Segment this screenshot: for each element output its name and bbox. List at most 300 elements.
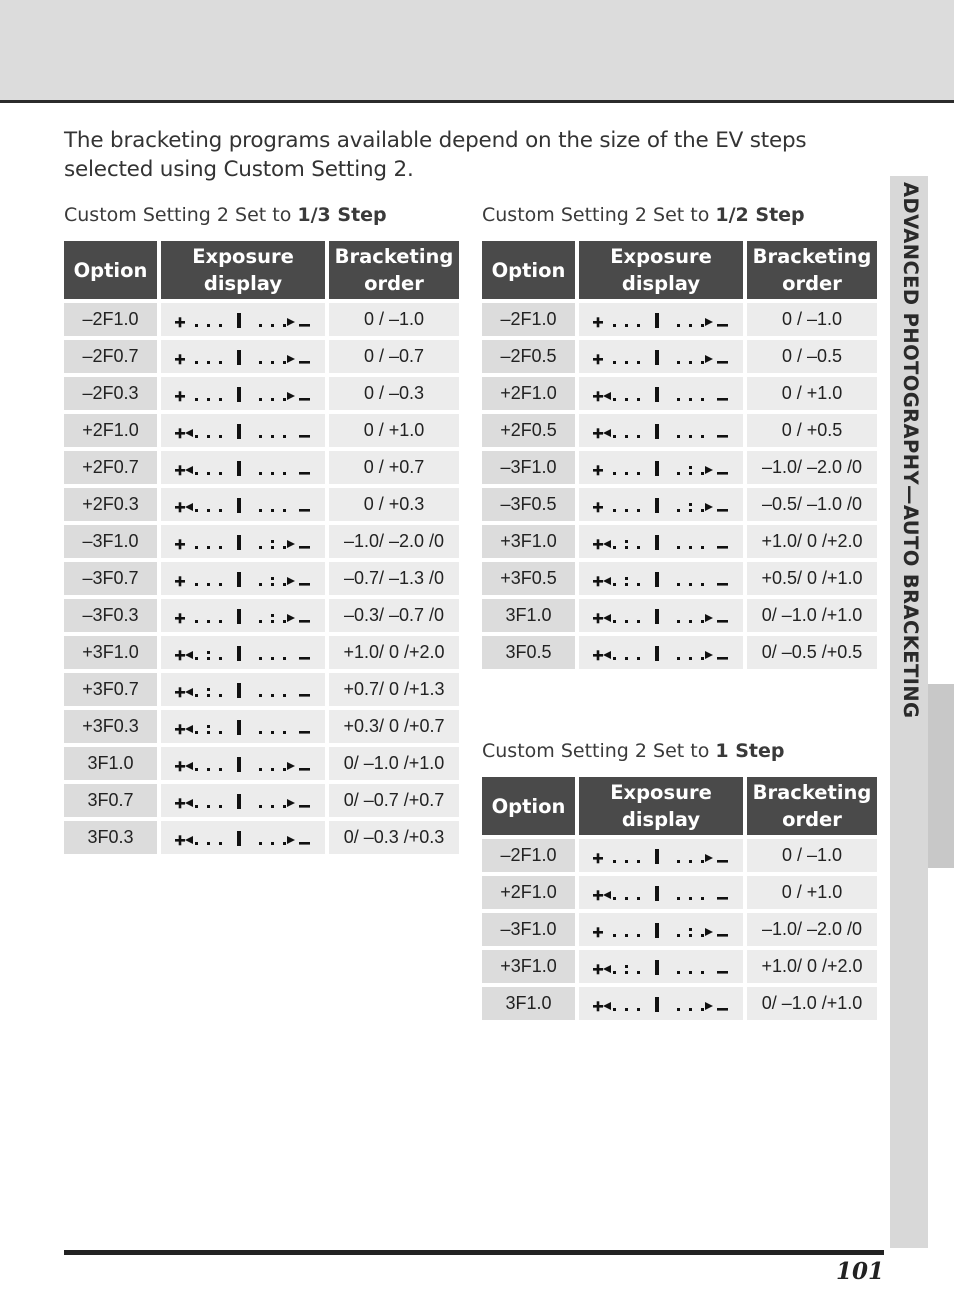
bracketing-table-third-step bbox=[60, 237, 463, 858]
exposure-display-cell bbox=[161, 784, 325, 817]
bracket-mark bbox=[625, 540, 628, 543]
minus-sign-icon bbox=[299, 842, 310, 845]
exposure-indicator bbox=[173, 826, 313, 850]
plus-sign-icon bbox=[597, 391, 600, 401]
scale-dot bbox=[701, 1008, 704, 1011]
scale-dot bbox=[219, 768, 222, 771]
header-order-l2: order bbox=[782, 808, 842, 831]
table-row bbox=[64, 340, 459, 373]
bracketing-order-cell: 0 / –1.0 bbox=[747, 839, 877, 872]
scale-dot bbox=[677, 435, 680, 438]
bracket-arrow-icon bbox=[185, 836, 193, 844]
scale-dot bbox=[259, 324, 262, 327]
plus-sign-icon bbox=[179, 687, 182, 697]
exposure-indicator bbox=[173, 641, 313, 665]
scale-dot bbox=[677, 546, 680, 549]
scale-dot bbox=[613, 971, 616, 974]
option-cell: 3F1.0 bbox=[482, 987, 575, 1020]
option-cell: 3F0.3 bbox=[64, 821, 157, 854]
header-exposure-display bbox=[161, 241, 325, 299]
scale-dot bbox=[283, 842, 286, 845]
bracket-arrow-icon bbox=[705, 854, 713, 862]
option-cell: –3F0.5 bbox=[482, 488, 575, 521]
exposure-indicator bbox=[173, 678, 313, 702]
exposure-indicator bbox=[591, 419, 731, 443]
exposure-display-cell bbox=[579, 303, 743, 336]
plus-sign-icon bbox=[597, 465, 600, 475]
scale-dot bbox=[637, 509, 640, 512]
scale-dot bbox=[613, 860, 616, 863]
scale-dot bbox=[195, 620, 198, 623]
table-row bbox=[482, 987, 877, 1020]
center-mark bbox=[237, 572, 241, 587]
exposure-indicator bbox=[173, 752, 313, 776]
plus-sign-icon bbox=[179, 724, 182, 734]
scale-dot bbox=[637, 657, 640, 660]
option-cell: +3F1.0 bbox=[482, 525, 575, 558]
bracket-mark bbox=[271, 540, 274, 543]
minus-sign-icon bbox=[717, 1008, 728, 1011]
section-title-vertical: ADVANCED PHOTOGRAPHY—AUTO BRACKETING bbox=[899, 182, 922, 719]
scale-dot bbox=[283, 361, 286, 364]
scale-dot bbox=[701, 361, 704, 364]
scale-dot bbox=[283, 472, 286, 475]
scale-dot bbox=[259, 361, 262, 364]
scale-dot bbox=[701, 620, 704, 623]
caption-third-step: Custom Setting 2 Set to 1/3 Step bbox=[64, 204, 387, 226]
scale-dot bbox=[259, 472, 262, 475]
table-row bbox=[482, 525, 877, 558]
center-mark bbox=[237, 350, 241, 365]
scale-dot bbox=[259, 398, 262, 401]
scale-dot bbox=[637, 620, 640, 623]
minus-sign-icon bbox=[717, 509, 728, 512]
scale-dot bbox=[701, 546, 704, 549]
scale-dot bbox=[195, 361, 198, 364]
scale-dot bbox=[689, 546, 692, 549]
table-row bbox=[482, 876, 877, 909]
bracketing-order-cell: 0/ –1.0 /+1.0 bbox=[747, 987, 877, 1020]
table-row bbox=[64, 377, 459, 410]
scale-dot bbox=[195, 324, 198, 327]
scale-dot bbox=[207, 361, 210, 364]
scale-dot bbox=[219, 694, 222, 697]
center-mark bbox=[655, 609, 659, 624]
scale-dot bbox=[219, 398, 222, 401]
scale-dot bbox=[613, 620, 616, 623]
bracketing-order-cell: 0 / –0.3 bbox=[329, 377, 459, 410]
scale-dot bbox=[207, 546, 210, 549]
header-order-l1: Bracketing bbox=[752, 781, 872, 804]
scale-dot bbox=[283, 546, 286, 549]
option-cell: 3F1.0 bbox=[64, 747, 157, 780]
scale-dot bbox=[283, 509, 286, 512]
minus-sign-icon bbox=[299, 509, 310, 512]
plus-sign-icon bbox=[179, 354, 182, 364]
scale-dot bbox=[207, 768, 210, 771]
bracket-mark bbox=[207, 657, 210, 660]
minus-sign-icon bbox=[717, 398, 728, 401]
scale-dot bbox=[195, 435, 198, 438]
center-mark bbox=[237, 646, 241, 661]
scale-dot bbox=[259, 731, 262, 734]
bracket-arrow-icon bbox=[287, 540, 295, 548]
exposure-indicator bbox=[173, 604, 313, 628]
option-cell: +3F0.3 bbox=[64, 710, 157, 743]
scale-dot bbox=[689, 1008, 692, 1011]
bracket-mark bbox=[625, 583, 628, 586]
header-row bbox=[64, 241, 459, 299]
exposure-indicator bbox=[591, 456, 731, 480]
bracket-arrow-icon bbox=[185, 725, 193, 733]
center-mark bbox=[655, 498, 659, 513]
minus-sign-icon bbox=[299, 694, 310, 697]
center-mark bbox=[655, 886, 659, 901]
bracket-arrow-icon bbox=[185, 799, 193, 807]
bracket-arrow-icon bbox=[287, 836, 295, 844]
scale-dot bbox=[283, 583, 286, 586]
option-cell: 3F0.5 bbox=[482, 636, 575, 669]
bracket-mark bbox=[207, 688, 210, 691]
scale-dot bbox=[689, 398, 692, 401]
minus-sign-icon bbox=[299, 324, 310, 327]
exposure-display-cell bbox=[161, 340, 325, 373]
bracket-mark bbox=[625, 971, 628, 974]
scale-dot bbox=[271, 435, 274, 438]
exposure-indicator bbox=[173, 345, 313, 369]
exposure-indicator bbox=[173, 308, 313, 332]
bracketing-order-cell: 0 / –0.7 bbox=[329, 340, 459, 373]
table-row bbox=[64, 747, 459, 780]
scale-dot bbox=[613, 934, 616, 937]
scale-dot bbox=[677, 1008, 680, 1011]
scale-dot bbox=[259, 657, 262, 660]
scale-dot bbox=[613, 472, 616, 475]
table-row bbox=[64, 599, 459, 632]
bracket-arrow-icon bbox=[603, 891, 611, 899]
exposure-display-cell bbox=[579, 876, 743, 909]
minus-sign-icon bbox=[299, 657, 310, 660]
option-cell: –2F1.0 bbox=[482, 303, 575, 336]
bracketing-order-cell: 0 / +0.3 bbox=[329, 488, 459, 521]
scale-dot bbox=[219, 842, 222, 845]
plus-sign-icon bbox=[179, 317, 182, 327]
header-exposure-display bbox=[579, 777, 743, 835]
plus-sign-icon bbox=[597, 964, 600, 974]
option-cell: –2F1.0 bbox=[482, 839, 575, 872]
bracketing-order-cell: 0/ –0.5 /+0.5 bbox=[747, 636, 877, 669]
exposure-display-cell bbox=[579, 377, 743, 410]
bracket-arrow-icon bbox=[705, 503, 713, 511]
table-row bbox=[482, 340, 877, 373]
scale-dot bbox=[271, 657, 274, 660]
scale-dot bbox=[195, 768, 198, 771]
scale-dot bbox=[689, 897, 692, 900]
scale-dot bbox=[219, 805, 222, 808]
scale-dot bbox=[701, 324, 704, 327]
scale-dot bbox=[271, 398, 274, 401]
exposure-display-cell bbox=[161, 747, 325, 780]
scale-dot bbox=[701, 435, 704, 438]
bracket-arrow-icon bbox=[705, 466, 713, 474]
plus-sign-icon bbox=[179, 539, 182, 549]
scale-dot bbox=[195, 805, 198, 808]
exposure-indicator bbox=[591, 382, 731, 406]
minus-sign-icon bbox=[717, 860, 728, 863]
exposure-display-cell bbox=[161, 710, 325, 743]
scale-dot bbox=[283, 620, 286, 623]
scale-dot bbox=[625, 472, 628, 475]
minus-sign-icon bbox=[717, 934, 728, 937]
bracket-arrow-icon bbox=[287, 577, 295, 585]
table-row bbox=[482, 414, 877, 447]
bracketing-order-cell: 0 / +1.0 bbox=[747, 876, 877, 909]
scale-dot bbox=[637, 860, 640, 863]
exposure-indicator bbox=[591, 881, 731, 905]
scale-dot bbox=[677, 934, 680, 937]
minus-sign-icon bbox=[299, 472, 310, 475]
scale-dot bbox=[207, 842, 210, 845]
center-mark bbox=[655, 461, 659, 476]
scale-dot bbox=[701, 583, 704, 586]
scale-dot bbox=[195, 472, 198, 475]
bracket-arrow-icon bbox=[705, 928, 713, 936]
bracket-arrow-icon bbox=[705, 1002, 713, 1010]
scale-dot bbox=[219, 657, 222, 660]
minus-sign-icon bbox=[299, 583, 310, 586]
bracketing-order-cell: 0/ –0.3 /+0.3 bbox=[329, 821, 459, 854]
scale-dot bbox=[283, 435, 286, 438]
exposure-display-cell bbox=[161, 562, 325, 595]
scale-dot bbox=[625, 435, 628, 438]
table-row bbox=[64, 488, 459, 521]
bracketing-order-cell: +1.0/ 0 /+2.0 bbox=[747, 525, 877, 558]
scale-dot bbox=[259, 546, 262, 549]
scale-dot bbox=[637, 971, 640, 974]
scale-dot bbox=[701, 509, 704, 512]
exposure-display-cell bbox=[579, 599, 743, 632]
plus-sign-icon bbox=[597, 576, 600, 586]
exposure-display-cell bbox=[579, 525, 743, 558]
scale-dot bbox=[625, 1008, 628, 1011]
scale-dot bbox=[259, 509, 262, 512]
plus-sign-icon bbox=[179, 576, 182, 586]
table-row bbox=[482, 451, 877, 484]
scale-dot bbox=[613, 324, 616, 327]
exposure-display-cell bbox=[161, 599, 325, 632]
bracketing-order-cell: –0.3/ –0.7 /0 bbox=[329, 599, 459, 632]
center-mark bbox=[655, 350, 659, 365]
side-tab-marker bbox=[928, 684, 954, 868]
exposure-indicator bbox=[591, 530, 731, 554]
scale-dot bbox=[271, 324, 274, 327]
bracketing-order-cell: 0 / –1.0 bbox=[329, 303, 459, 336]
scale-dot bbox=[637, 934, 640, 937]
scale-dot bbox=[637, 324, 640, 327]
plus-sign-icon bbox=[597, 317, 600, 327]
scale-dot bbox=[677, 324, 680, 327]
bracket-arrow-icon bbox=[603, 429, 611, 437]
plus-sign-icon bbox=[597, 853, 600, 863]
exposure-indicator bbox=[591, 345, 731, 369]
center-mark bbox=[237, 794, 241, 809]
bracket-arrow-icon bbox=[705, 355, 713, 363]
center-mark bbox=[655, 997, 659, 1012]
bracket-mark bbox=[625, 546, 628, 549]
exposure-indicator bbox=[173, 530, 313, 554]
bracketing-order-cell: 0 / +0.7 bbox=[329, 451, 459, 484]
plus-sign-icon bbox=[597, 890, 600, 900]
bracket-mark bbox=[689, 472, 692, 475]
scale-dot bbox=[219, 509, 222, 512]
scale-dot bbox=[637, 1008, 640, 1011]
scale-dot bbox=[677, 620, 680, 623]
exposure-display-cell bbox=[579, 913, 743, 946]
exposure-display-cell bbox=[161, 303, 325, 336]
center-mark bbox=[237, 683, 241, 698]
scale-dot bbox=[219, 546, 222, 549]
scale-dot bbox=[259, 768, 262, 771]
scale-dot bbox=[259, 805, 262, 808]
bracket-arrow-icon bbox=[185, 503, 193, 511]
table-row bbox=[64, 414, 459, 447]
plus-sign-icon bbox=[179, 650, 182, 660]
exposure-indicator bbox=[591, 308, 731, 332]
plus-sign-icon bbox=[597, 354, 600, 364]
exposure-display-cell bbox=[161, 488, 325, 521]
scale-dot bbox=[677, 897, 680, 900]
header-bracketing-order bbox=[747, 241, 877, 299]
scale-dot bbox=[283, 731, 286, 734]
table-row bbox=[482, 913, 877, 946]
bracketing-order-cell: 0 / –1.0 bbox=[747, 303, 877, 336]
plus-sign-icon bbox=[597, 539, 600, 549]
option-cell: +3F1.0 bbox=[482, 950, 575, 983]
table-row bbox=[64, 710, 459, 743]
exposure-display-cell bbox=[579, 451, 743, 484]
scale-dot bbox=[637, 472, 640, 475]
scale-dot bbox=[613, 398, 616, 401]
header-display-l1: Exposure bbox=[610, 781, 712, 804]
option-cell: +2F0.5 bbox=[482, 414, 575, 447]
scale-dot bbox=[207, 472, 210, 475]
scale-dot bbox=[689, 583, 692, 586]
scale-dot bbox=[283, 657, 286, 660]
scale-dot bbox=[637, 583, 640, 586]
scale-dot bbox=[195, 509, 198, 512]
bracket-mark bbox=[271, 614, 274, 617]
center-mark bbox=[237, 609, 241, 624]
bracket-arrow-icon bbox=[185, 651, 193, 659]
header-display-l1: Exposure bbox=[610, 245, 712, 268]
scale-dot bbox=[219, 583, 222, 586]
bracket-mark bbox=[271, 620, 274, 623]
option-cell: –2F0.3 bbox=[64, 377, 157, 410]
exposure-display-cell bbox=[579, 950, 743, 983]
center-mark bbox=[655, 387, 659, 402]
scale-dot bbox=[283, 324, 286, 327]
scale-dot bbox=[625, 361, 628, 364]
exposure-indicator bbox=[591, 641, 731, 665]
table-row bbox=[64, 673, 459, 706]
scale-dot bbox=[625, 934, 628, 937]
minus-sign-icon bbox=[299, 620, 310, 623]
plus-sign-icon bbox=[179, 391, 182, 401]
bracket-mark bbox=[271, 546, 274, 549]
scale-dot bbox=[625, 860, 628, 863]
header-display-l1: Exposure bbox=[192, 245, 294, 268]
exposure-display-cell bbox=[579, 636, 743, 669]
minus-sign-icon bbox=[717, 971, 728, 974]
bracketing-order-cell: –1.0/ –2.0 /0 bbox=[747, 451, 877, 484]
exposure-indicator bbox=[591, 844, 731, 868]
scale-dot bbox=[195, 583, 198, 586]
option-cell: +2F1.0 bbox=[64, 414, 157, 447]
bracketing-order-cell: –0.5/ –1.0 /0 bbox=[747, 488, 877, 521]
plus-sign-icon bbox=[179, 835, 182, 845]
bracket-mark bbox=[207, 694, 210, 697]
scale-dot bbox=[271, 472, 274, 475]
center-mark bbox=[237, 831, 241, 846]
bracketing-order-cell: 0 / –0.5 bbox=[747, 340, 877, 373]
scale-dot bbox=[613, 897, 616, 900]
option-cell: –2F0.7 bbox=[64, 340, 157, 373]
table-row bbox=[64, 525, 459, 558]
bracketing-order-cell: 0 / +1.0 bbox=[747, 377, 877, 410]
exposure-display-cell bbox=[161, 451, 325, 484]
option-cell: +3F0.7 bbox=[64, 673, 157, 706]
table-row bbox=[64, 303, 459, 336]
bracket-mark bbox=[625, 577, 628, 580]
scale-dot bbox=[283, 768, 286, 771]
header-order-l2: order bbox=[782, 272, 842, 295]
scale-dot bbox=[613, 361, 616, 364]
header-order-l1: Bracketing bbox=[334, 245, 454, 268]
option-cell: –3F1.0 bbox=[482, 451, 575, 484]
plus-sign-icon bbox=[597, 613, 600, 623]
scale-dot bbox=[677, 398, 680, 401]
minus-sign-icon bbox=[717, 897, 728, 900]
exposure-indicator bbox=[173, 382, 313, 406]
center-mark bbox=[237, 387, 241, 402]
scale-dot bbox=[701, 897, 704, 900]
caption-half-step: Custom Setting 2 Set to 1/2 Step bbox=[482, 204, 805, 226]
scale-dot bbox=[613, 583, 616, 586]
minus-sign-icon bbox=[299, 361, 310, 364]
bracket-arrow-icon bbox=[603, 965, 611, 973]
exposure-display-cell bbox=[579, 987, 743, 1020]
bracket-mark bbox=[207, 731, 210, 734]
exposure-indicator bbox=[591, 918, 731, 942]
exposure-indicator bbox=[591, 493, 731, 517]
scale-dot bbox=[701, 971, 704, 974]
bracket-mark bbox=[689, 503, 692, 506]
plus-sign-icon bbox=[597, 428, 600, 438]
bracket-arrow-icon bbox=[603, 540, 611, 548]
bracket-arrow-icon bbox=[603, 392, 611, 400]
bracket-arrow-icon bbox=[185, 688, 193, 696]
scale-dot bbox=[207, 805, 210, 808]
scale-dot bbox=[701, 657, 704, 660]
bracketing-order-cell: –0.7/ –1.3 /0 bbox=[329, 562, 459, 595]
scale-dot bbox=[219, 361, 222, 364]
table-row bbox=[64, 562, 459, 595]
scale-dot bbox=[271, 509, 274, 512]
header-display-l2: display bbox=[621, 808, 701, 831]
center-mark bbox=[655, 424, 659, 439]
exposure-indicator bbox=[173, 715, 313, 739]
scale-dot bbox=[677, 860, 680, 863]
